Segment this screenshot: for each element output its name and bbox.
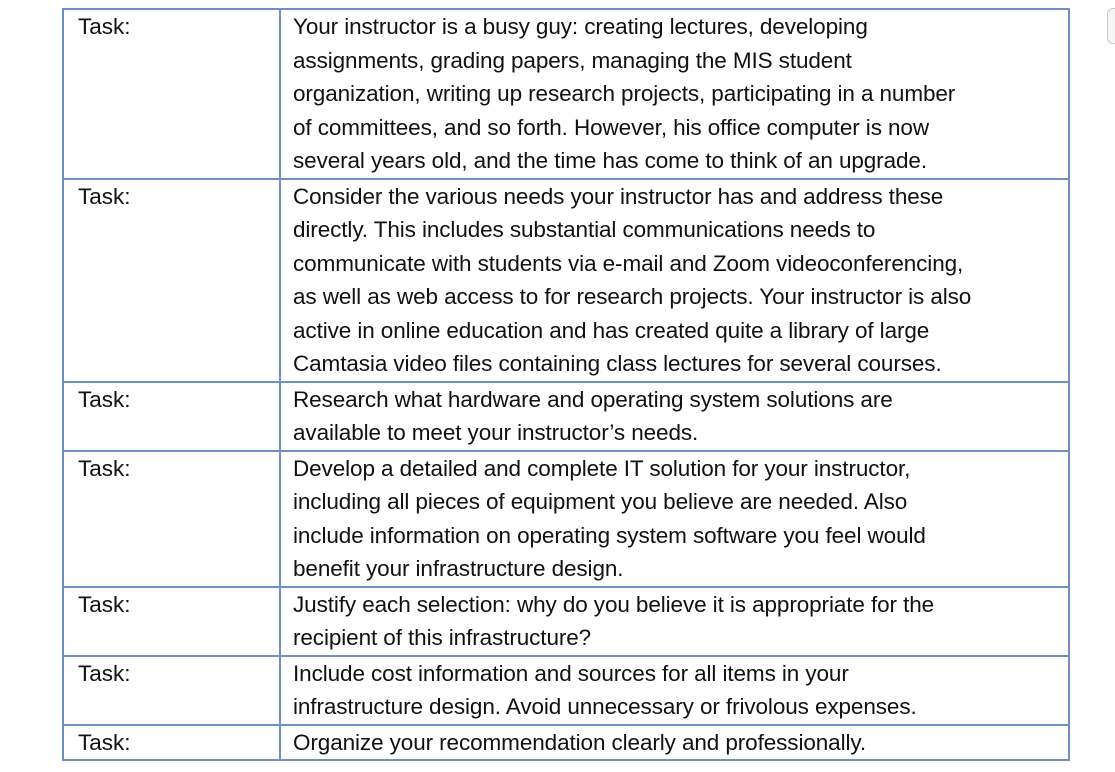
- task-description: [280, 725, 1069, 761]
- task-description-line: Organize your recommendation clearly and professionally.: [293, 729, 867, 755]
- task-label: Task:: [63, 451, 280, 587]
- task-label: Task:: [63, 725, 280, 761]
- task-description-line: Consider the various needs your instructor has and address these: [293, 183, 944, 209]
- task-description-line: infrastructure design. Avoid unnecessary or frivolous expenses.: [293, 694, 917, 719]
- task-row: [63, 179, 1069, 382]
- task-label: Task:: [63, 9, 280, 179]
- task-description-line: include information on operating system software you feel would: [293, 522, 926, 548]
- task-description-line: Develop a detailed and complete IT solution for your instructor,: [293, 455, 911, 481]
- task-description-line: directly. This includes substantial communications needs to: [293, 217, 876, 242]
- scroll-edge-handle[interactable]: [1107, 8, 1115, 44]
- task-description: [280, 382, 1069, 451]
- task-row: [63, 587, 1069, 656]
- task-description-line: recipient of this infrastructure?: [293, 625, 592, 650]
- task-description-line: available to meet your instructor’s needs.: [293, 420, 699, 445]
- task-label: Task:: [63, 382, 280, 451]
- task-description-line: Justify each selection: why do you believe it is appropriate for the: [293, 591, 935, 617]
- task-description-line: several years old, and the time has come to think of an upgrade.: [293, 148, 927, 173]
- task-description: [280, 587, 1069, 656]
- task-row: [63, 382, 1069, 451]
- task-label: Task:: [63, 656, 280, 725]
- task-description-line: communicate with students via e-mail and Zoom videoconferencing,: [293, 250, 964, 276]
- task-row: [63, 451, 1069, 587]
- task-description-line: as well as web access to for research projects. Your instructor is also: [293, 284, 972, 309]
- task-row: [63, 725, 1069, 761]
- task-description: [280, 179, 1069, 382]
- task-description-line: active in online education and has created quite a library of large: [293, 317, 930, 343]
- task-description: [280, 451, 1069, 587]
- task-description-line: Camtasia video files containing class lectures for several courses.: [293, 351, 942, 376]
- task-description: [280, 656, 1069, 725]
- task-table: [62, 8, 1070, 761]
- task-row: [63, 9, 1069, 179]
- task-label: Task:: [63, 587, 280, 656]
- task-row: [63, 656, 1069, 725]
- task-description-line: Research what hardware and operating system solutions are: [293, 386, 893, 412]
- task-description-line: assignments, grading papers, managing the MIS student: [293, 47, 852, 73]
- task-description-line: of committees, and so forth. However, his office computer is now: [293, 114, 929, 140]
- task-table-body: [63, 9, 1069, 760]
- task-description-line: benefit your infrastructure design.: [293, 556, 624, 581]
- task-description-line: organization, writing up research projects, participating in a number: [293, 81, 956, 106]
- task-label: Task:: [63, 179, 280, 382]
- task-description-line: Your instructor is a busy guy: creating lectures, developing: [293, 14, 868, 39]
- task-description-line: Include cost information and sources for all items in your: [293, 660, 849, 686]
- task-description: [280, 9, 1069, 179]
- task-description-line: including all pieces of equipment you believe are needed. Also: [293, 489, 908, 514]
